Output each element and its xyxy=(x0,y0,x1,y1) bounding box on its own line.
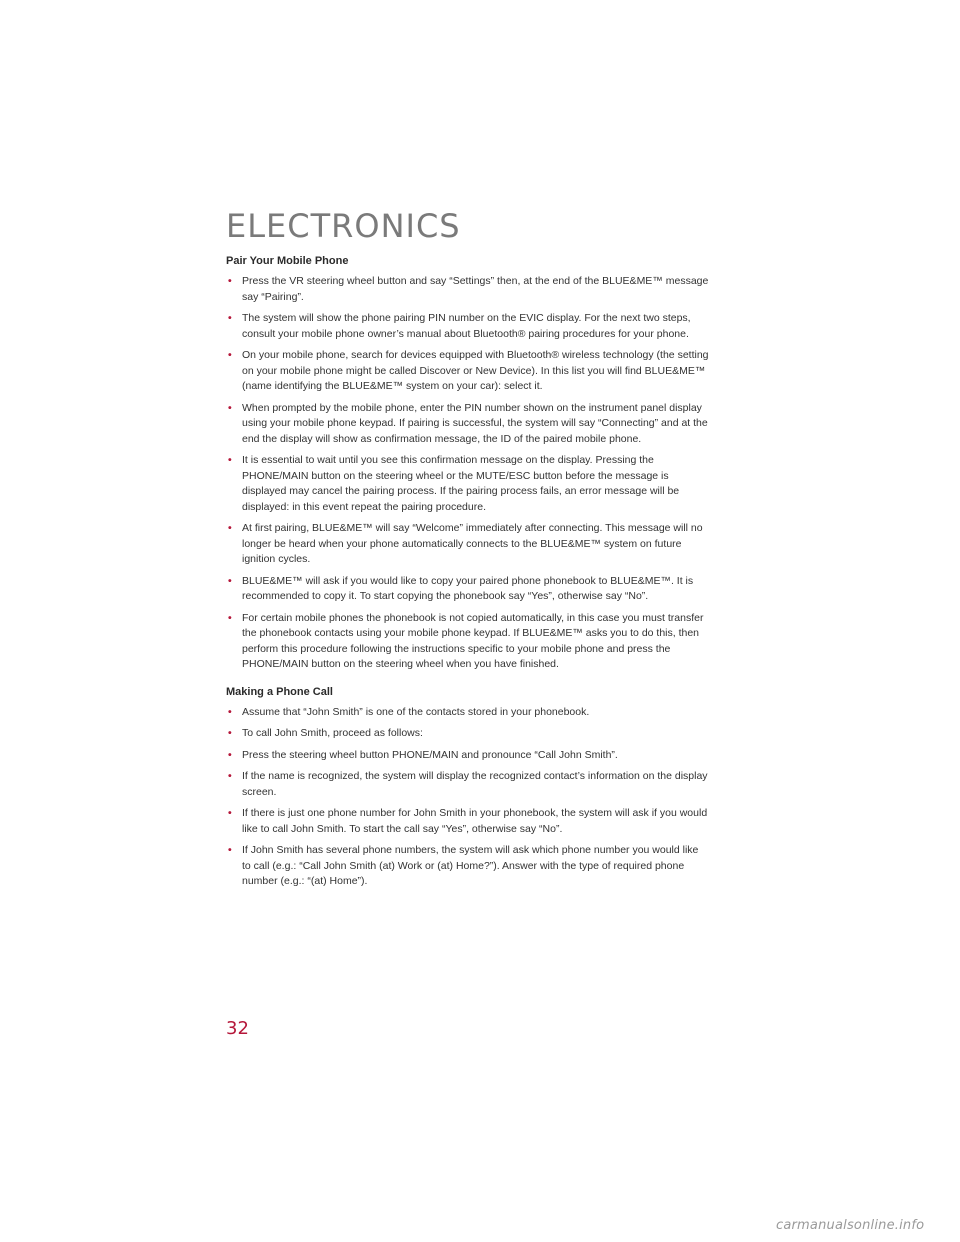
page-content xyxy=(226,254,710,896)
bullet-icon: • xyxy=(228,349,232,361)
bullet-icon: • xyxy=(228,611,232,624)
bullet-icon: • xyxy=(228,522,232,534)
section-title: ELECTRONICS xyxy=(226,207,461,245)
page-number: 32 xyxy=(226,1018,249,1039)
list-item: • If the name is recognized, the system will display the recognized contact’s information on the display screen. xyxy=(228,770,708,798)
bullet-icon: • xyxy=(228,275,232,287)
list-item: • Press the steering wheel button PHONE/MAIN and pronounce “Call John Smith”. xyxy=(226,748,710,764)
subheading-pair-phone: Pair Your Mobile Phone xyxy=(226,255,349,267)
list-item: • It is essential to wait until you see this confirmation message on the display. Pressing the PHONE/MAIN button on the steering wheel or the MUTE/ESC button before the message is displayed may cancel the pairing process. If the pairing process fails, an error message will be displayed: in this event repeat the pairing procedure. xyxy=(228,454,680,513)
list-item: • To call John Smith, proceed as follows: xyxy=(226,726,710,742)
phone-call-list xyxy=(226,705,710,890)
list-item: • At first pairing, BLUE&ME™ will say “Welcome” immediately after connecting. This message will no longer be heard when your phone automatically connects to the BLUE&ME™ system on future ignition cycles. xyxy=(228,522,703,565)
bullet-icon: • xyxy=(228,705,232,718)
pair-phone-list xyxy=(226,274,710,673)
watermark-text: carmanualsonline.info xyxy=(776,1218,925,1233)
list-item: • When prompted by the mobile phone, enter the PIN number shown on the instrument panel display using your mobile phone keypad. If pairing is successful, the system will say “Connecting” and at the end the display will show as confirmation message, the ID of the paired mobile phone. xyxy=(228,401,708,445)
list-item: • The system will show the phone pairing PIN number on the EVIC display. For the next two steps, consult your mobile phone owner’s manual about Bluetooth® pairing procedures for your phone. xyxy=(228,312,691,340)
subheading-phone-call: Making a Phone Call xyxy=(226,685,333,698)
bullet-icon: • xyxy=(228,844,232,856)
list-item: • For certain mobile phones the phonebook is not copied automatically, in this case you must transfer the phonebook contacts using your mobile phone keypad. If BLUE&ME™ asks you to do this, then perform this procedure following the instructions specific to your mobile phone and press the PHONE/MAIN button on the steering wheel when you have finished. xyxy=(228,611,704,670)
list-item: • If there is just one phone number for John Smith in your phonebook, the system will ask if you would like to call John Smith. To start the call say “Yes”, otherwise say “No”. xyxy=(228,807,708,835)
list-item: • On your mobile phone, search for devices equipped with Bluetooth® wireless technology (the setting on your mobile phone might be called Discover or New Device). In this list you will find BLUE&ME™ (name identifying the BLUE&ME™ system on your car): select it. xyxy=(228,349,709,392)
bullet-icon: • xyxy=(228,454,232,466)
list-item: • Press the VR steering wheel button and say “Settings” then, at the end of the BLUE&ME™ message say “Pairing”. xyxy=(228,275,709,303)
bullet-icon: • xyxy=(228,401,232,414)
bullet-icon: • xyxy=(228,748,232,761)
bullet-icon: • xyxy=(228,727,232,739)
bullet-icon: • xyxy=(228,770,232,782)
bullet-icon: • xyxy=(228,312,232,324)
bullet-icon: • xyxy=(228,807,232,819)
list-item: • If John Smith has several phone numbers, the system will ask which phone number you would like to call (e.g.: “Call John Smith (at) Work or (at) Home?”). Answer with the type of required phone number (e.g.: “(at) Home”). xyxy=(228,844,699,887)
list-item: • Assume that “John Smith” is one of the contacts stored in your phonebook. xyxy=(226,705,710,721)
list-item: • BLUE&ME™ will ask if you would like to copy your paired phone phonebook to BLUE&ME™. It is recommended to copy it. To start copying the phonebook say “Yes”, otherwise say “No”. xyxy=(228,574,694,602)
bullet-icon: • xyxy=(228,574,232,587)
